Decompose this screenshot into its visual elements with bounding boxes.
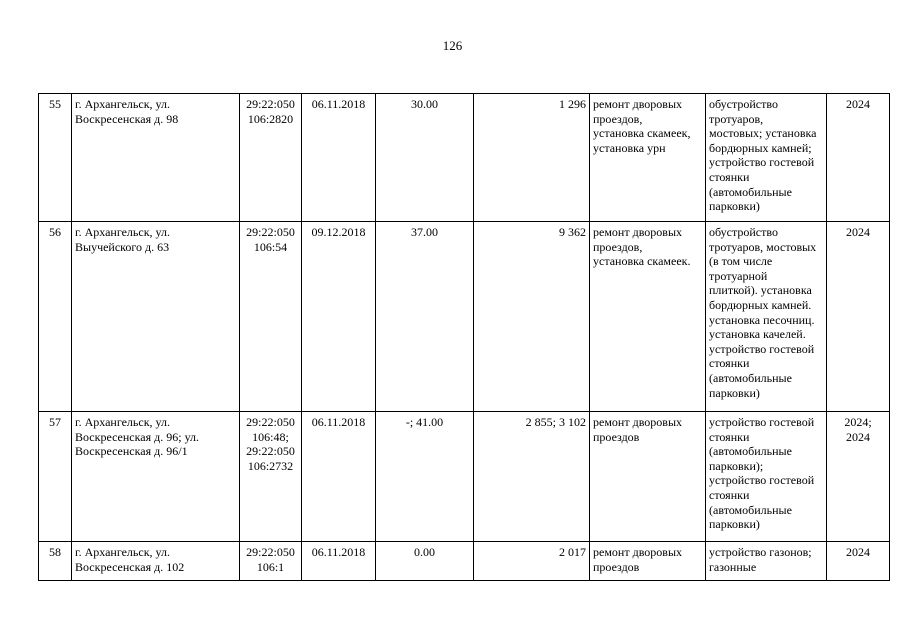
- cell-line: тротуаров,: [709, 111, 764, 126]
- additional-works-cell: [706, 222, 827, 412]
- cadastral-number-cell: [240, 412, 302, 542]
- address-cell: [72, 222, 240, 412]
- cell-line: мостовых; установка: [709, 126, 817, 141]
- cell-line: Выучейского д. 63: [75, 239, 170, 254]
- cell-line: обустройство: [709, 225, 778, 239]
- table-row: [39, 222, 890, 412]
- cell-line: установка урн: [593, 140, 666, 155]
- cell-line: г. Архангельск, ул.: [75, 97, 170, 111]
- cell-line: 2024: [846, 225, 870, 239]
- cell-line: тротуаров, мостовых: [709, 239, 817, 254]
- area-cell: 37.00: [376, 222, 474, 412]
- row-number: 58: [39, 542, 72, 581]
- cell-line: устройство газонов;: [709, 545, 812, 559]
- year-cell: [827, 222, 890, 412]
- cadastral-number-cell: [240, 222, 302, 412]
- cell-line: 106:2732: [247, 458, 294, 473]
- sum-cell: 2 017: [474, 542, 590, 581]
- cell-line: установка качелей.: [709, 327, 806, 342]
- cell-line: Воскресенская д. 102: [75, 559, 185, 574]
- cell-line: обустройство: [709, 97, 778, 111]
- cell-line: стоянки: [709, 487, 750, 502]
- minimum-works-cell: [590, 94, 706, 222]
- date-cell: 06.11.2018: [302, 542, 376, 581]
- cell-line: парковки): [709, 385, 760, 400]
- address-cell: [72, 94, 240, 222]
- cell-line: 2024: [846, 97, 870, 111]
- area-cell: 0.00: [376, 542, 474, 581]
- page-number: 126: [442, 38, 463, 53]
- cell-line: 29:22:050: [246, 97, 295, 111]
- area-cell: 30.00: [376, 94, 474, 222]
- table-row: [39, 412, 890, 542]
- cell-line: установка скамеек.: [593, 254, 691, 269]
- cell-line: проездов,: [593, 111, 643, 126]
- cell-line: 2024: [846, 545, 870, 559]
- year-cell: [827, 412, 890, 542]
- cell-line: устройство гостевой: [709, 155, 815, 170]
- cell-line: 29:22:050: [246, 415, 295, 429]
- cell-line: 2024: [846, 429, 870, 444]
- cell-line: ремонт дворовых: [593, 97, 683, 111]
- date-cell: 09.12.2018: [302, 222, 376, 412]
- cell-line: парковки): [709, 517, 760, 532]
- date-cell: 06.11.2018: [302, 94, 376, 222]
- cell-line: парковки);: [709, 458, 764, 473]
- cadastral-number-cell: [240, 94, 302, 222]
- cell-line: тротуарной: [709, 268, 768, 283]
- cell-line: (автомобильные: [709, 444, 792, 459]
- cell-line: 29:22:050: [246, 444, 295, 459]
- cell-line: устройство гостевой: [709, 341, 815, 356]
- cell-line: газонные: [709, 559, 757, 574]
- sum-cell: 2 855; 3 102: [474, 412, 590, 542]
- minimum-works-cell: [590, 542, 706, 581]
- address-cell: [72, 542, 240, 581]
- row-number: 55: [39, 94, 72, 222]
- additional-works-cell: [706, 412, 827, 542]
- cell-line: устройство гостевой: [709, 473, 815, 488]
- cell-line: проездов: [593, 429, 640, 444]
- cell-line: проездов,: [593, 239, 643, 254]
- cell-line: г. Архангельск, ул.: [75, 415, 170, 429]
- row-number: 57: [39, 412, 72, 542]
- cell-line: установка скамеек,: [593, 126, 691, 141]
- cell-line: (автомобильные: [709, 184, 792, 199]
- year-cell: [827, 542, 890, 581]
- cell-line: 29:22:050: [246, 225, 295, 239]
- additional-works-cell: [706, 542, 827, 581]
- cell-line: 29:22:050: [246, 545, 295, 559]
- cell-line: ремонт дворовых: [593, 225, 683, 239]
- cell-line: бордюрных камней;: [709, 140, 812, 155]
- cell-line: стоянки: [709, 356, 750, 371]
- cell-line: (автомобильные: [709, 502, 792, 517]
- sum-cell: 1 296: [474, 94, 590, 222]
- year-cell: [827, 94, 890, 222]
- table-body: [39, 94, 890, 581]
- minimum-works-cell: [590, 412, 706, 542]
- cell-line: Воскресенская д. 96/1: [75, 444, 188, 459]
- cell-line: г. Архангельск, ул.: [75, 545, 170, 559]
- cell-line: Воскресенская д. 98: [75, 111, 179, 126]
- cell-line: 106:1: [256, 559, 285, 574]
- row-number: 56: [39, 222, 72, 412]
- cell-line: бордюрных камней.: [709, 297, 812, 312]
- minimum-works-cell: [590, 222, 706, 412]
- cell-line: (в том числе: [709, 254, 773, 269]
- cell-line: проездов: [593, 559, 640, 574]
- cell-line: 106:2820: [247, 111, 294, 126]
- cell-line: ремонт дворовых: [593, 545, 683, 559]
- sum-cell: 9 362: [474, 222, 590, 412]
- cell-line: 106:54: [253, 239, 288, 254]
- cell-line: стоянки: [709, 169, 750, 184]
- date-cell: 06.11.2018: [302, 412, 376, 542]
- table-row: [39, 94, 890, 222]
- cadastral-number-cell: [240, 542, 302, 581]
- cell-line: парковки): [709, 199, 760, 214]
- table-row: [39, 542, 890, 581]
- cell-line: (автомобильные: [709, 370, 792, 385]
- cell-line: г. Архангельск, ул.: [75, 225, 170, 239]
- additional-works-cell: [706, 94, 827, 222]
- cell-line: установка песочниц.: [709, 312, 815, 327]
- cell-line: стоянки: [709, 429, 750, 444]
- cell-line: 106:48;: [252, 429, 289, 444]
- cell-line: плиткой). установка: [709, 283, 812, 298]
- cell-line: 2024;: [844, 415, 872, 429]
- registry-table: [38, 93, 890, 581]
- cell-line: Воскресенская д. 96; ул.: [75, 429, 200, 444]
- area-cell: -; 41.00: [376, 412, 474, 542]
- cell-line: устройство гостевой: [709, 415, 815, 429]
- address-cell: [72, 412, 240, 542]
- cell-line: ремонт дворовых: [593, 415, 683, 429]
